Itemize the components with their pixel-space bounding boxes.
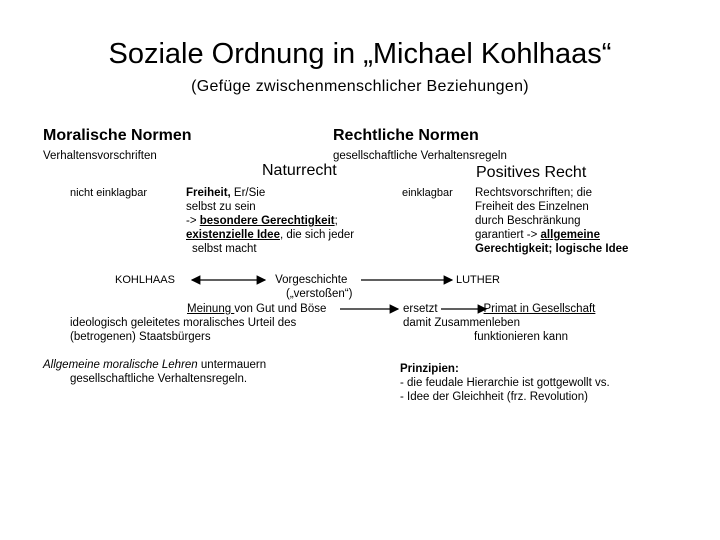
text-gesellschaftliche-regeln: gesellschaftliche Verhaltensregeln. [70, 373, 248, 385]
text-von-gut-und-boese: von Gut und Böse [234, 303, 327, 315]
text-ideologisch: ideologisch geleitetes moralisches Urteil des [70, 317, 297, 329]
text-betrogenen: (betrogenen) Staatsbürgers [70, 331, 211, 343]
label-luther: LUTHER [456, 274, 501, 286]
label-kohlhaas: KOHLHAAS [115, 274, 175, 286]
label-einklagbar: einklagbar [402, 187, 453, 199]
text-primat: Primat in Gesellschaft [483, 303, 596, 315]
text-prinzipien: Prinzipien: [400, 363, 459, 375]
label-nicht-einklagbar: nicht einklagbar [70, 187, 148, 199]
slide-subtitle: (Gefüge zwischenmenschlicher Beziehungen) [191, 78, 529, 95]
heading-naturrecht: Naturrecht [262, 162, 337, 179]
text-die-sich-jeder: , die sich jeder [279, 229, 355, 241]
text-selbst-macht: selbst macht [192, 243, 257, 255]
text-ersetzt: ersetzt [403, 303, 438, 315]
heading-moralische-normen: Moralische Normen [43, 127, 192, 144]
text-vorgeschichte: Vorgeschichte [275, 274, 348, 286]
text-gerechtigkeit-logische-idee: Gerechtigkeit; logische Idee [475, 243, 629, 255]
text-semicolon: ; [334, 215, 338, 227]
text-besondere-gerechtigkeit: besondere Gerechtigkeit [199, 215, 335, 227]
slide-title: Soziale Ordnung in „Michael Kohlhaas“ [108, 38, 612, 70]
text-selbst-zu-sein: selbst zu sein [186, 201, 256, 213]
text-funktionieren: funktionieren kann [474, 331, 568, 343]
label-gesellschaftliche-verhaltensregeln: gesellschaftliche Verhaltensregeln [333, 150, 507, 162]
heading-positives-recht: Positives Recht [476, 164, 587, 181]
text-rechtsvorschriften: Rechtsvorschriften; die [475, 187, 592, 199]
text-existenzielle-idee: existenzielle Idee [186, 229, 280, 241]
text-durch-beschraenkung: durch Beschränkung [475, 215, 581, 227]
text-verstossen: („verstoßen“) [286, 288, 353, 300]
text-prinzip-1: - die feudale Hierarchie ist gottgewollt vs. [400, 377, 610, 389]
text-untermauern: untermauern [197, 359, 267, 371]
text-meinung: Meinung [187, 303, 235, 315]
heading-rechtliche-normen: Rechtliche Normen [333, 127, 479, 144]
text-damit-zusammenleben: damit Zusammenleben [403, 317, 520, 329]
text-er-sie: Er/Sie [230, 187, 266, 199]
text-arrow-prefix: -> [186, 215, 200, 227]
text-freiheit-des-einzelnen: Freiheit des Einzelnen [475, 201, 589, 213]
text-freiheit: Freiheit, [186, 187, 231, 199]
text-garantiert: garantiert -> [475, 229, 541, 241]
label-verhaltensvorschriften: Verhaltensvorschriften [43, 150, 157, 162]
text-allgemeine-lehren: Allgemeine moralische Lehren [43, 359, 198, 371]
text-prinzip-2: - Idee der Gleichheit (frz. Revolution) [400, 391, 588, 403]
text-allgemeine: allgemeine [540, 229, 600, 241]
